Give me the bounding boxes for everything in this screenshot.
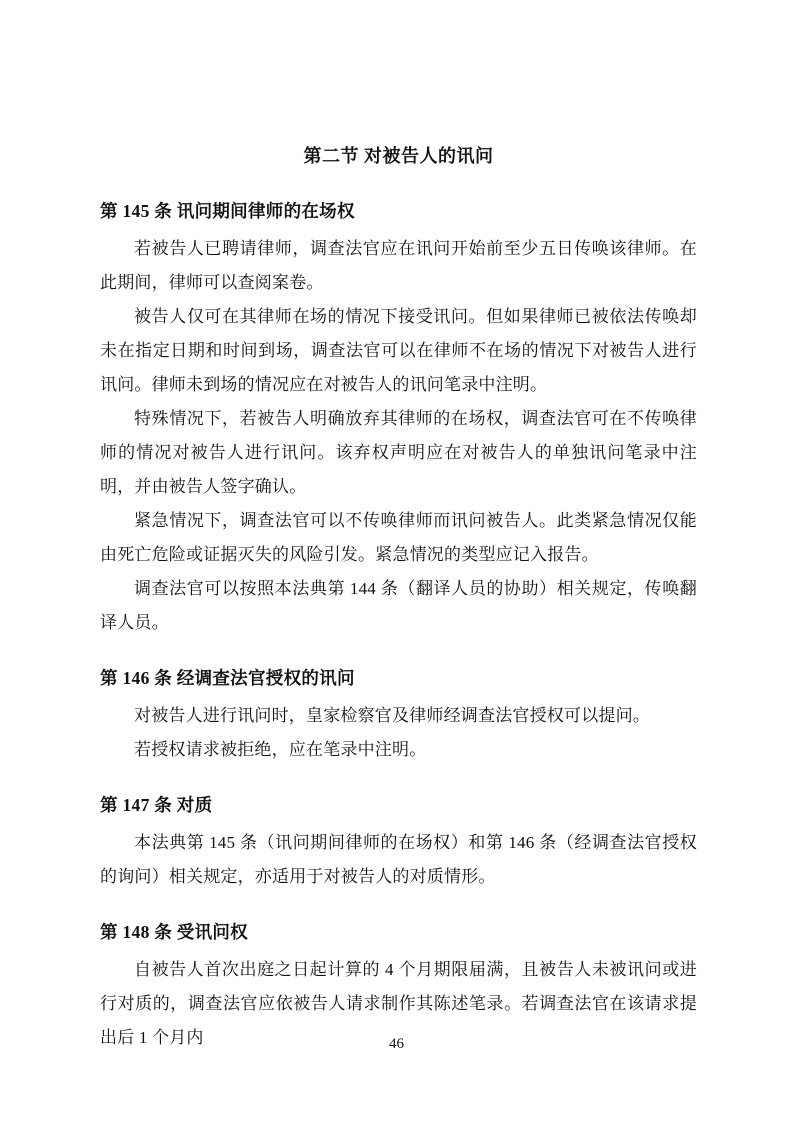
article-145-paragraph-2: 被告人仅可在其律师在场的情况下接受讯问。但如果律师已被依法传唤却未在指定日期和时间到场，调查法官可以在律师不在场的情况下对被告人进行讯问。律师未到场的情况应在对被告人的讯问笔录中注明。 [100,307,697,394]
article-146 [100,661,697,767]
article-148-heading: 第 148 条 受讯问权 [100,922,248,942]
article-146-heading: 第 146 条 经调查法官授权的讯问 [100,668,355,688]
article-148-paragraph-1: 自被告人首次出庭之日起计算的 4 个月期限届满，且被告人未被讯问或进行对质的，调查法官应依被告人请求制作其陈述笔录。若调查法官在该请求提出后 1 个月内 [100,960,697,1047]
article-145-paragraph-1: 若被告人已聘请律师，调查法官应在讯问开始前至少五日传唤该律师。在此期间，律师可以查阅案卷。 [100,239,697,292]
page-number: 46 [389,1036,404,1052]
article-146-paragraph-2: 若授权请求被拒绝，应在笔录中注明。 [134,740,427,759]
article-147-heading: 第 147 条 对质 [100,795,213,815]
article-147 [100,788,697,894]
article-145 [100,194,697,640]
article-145-paragraph-4: 紧急情况下，调查法官可以不传唤律师而讯问被告人。此类紧急情况仅能由死亡危险或证据灭失的风险引发。紧急情况的类型应记入报告。 [100,511,697,564]
article-147-paragraph-1: 本法典第 145 条（讯问期间律师的在场权）和第 146 条（经调查法官授权的询问）相关规定，亦适用于对被告人的对质情形。 [100,833,697,886]
article-145-paragraph-3: 特殊情况下，若被告人明确放弃其律师的在场权，调查法官可在不传唤律师的情况对被告人进行讯问。该弃权声明应在对被告人的单独讯问笔录中注明，并由被告人签字确认。 [100,409,697,496]
article-146-paragraph-1: 对被告人进行讯问时，皇家检察官及律师经调查法官授权可以提问。 [134,706,650,725]
section-title: 第二节 对被告人的讯问 [303,146,494,166]
article-145-heading: 第 145 条 讯问期间律师的在场权 [100,201,355,221]
article-145-paragraph-5: 调查法官可以按照本法典第 144 条（翻译人员的协助）相关规定，传唤翻译人员。 [100,579,697,632]
